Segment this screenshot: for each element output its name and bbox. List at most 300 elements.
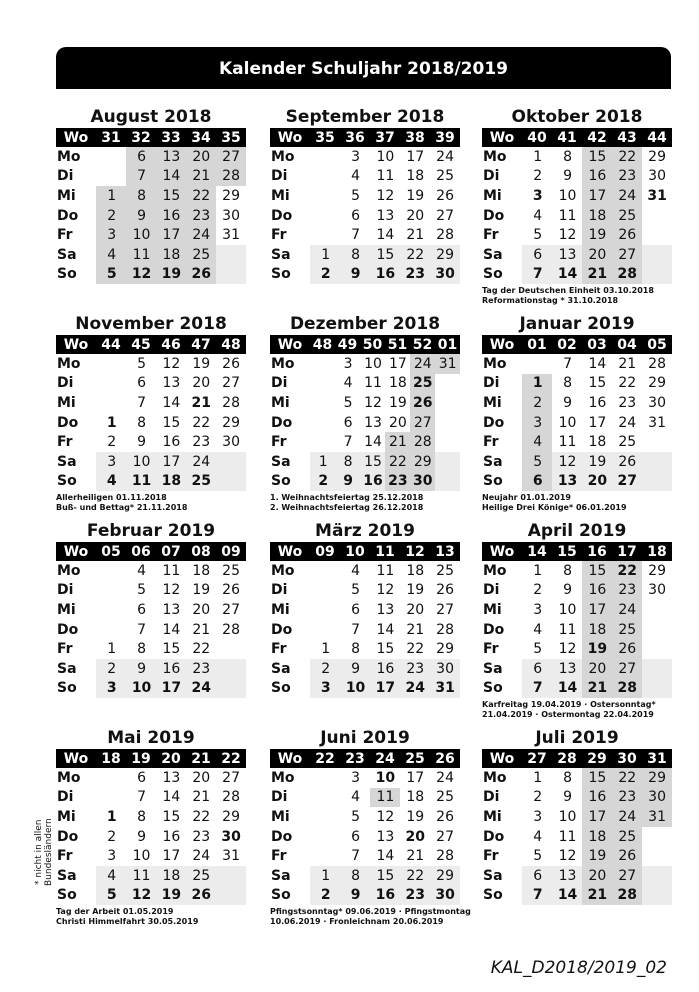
day-cell: 9	[563, 168, 573, 185]
week-number: 20	[161, 750, 181, 767]
weekday-label: So	[483, 887, 503, 904]
weekday-label: Mi	[57, 601, 76, 618]
week-label: Wo	[489, 336, 515, 353]
month-title: Dezember 2018	[289, 314, 441, 334]
weekday-label: Di	[483, 168, 500, 185]
weekday-label: Fr	[483, 434, 499, 451]
day-cell: 1	[533, 769, 543, 786]
day-cell: 11	[364, 375, 382, 392]
weekday-label: Fr	[57, 227, 73, 244]
week-number: 40	[527, 129, 547, 146]
week-number: 46	[161, 336, 181, 353]
day-cell: 5	[351, 187, 361, 204]
day-cell: 14	[557, 680, 578, 697]
weekday-row	[482, 639, 672, 659]
weekday-label: Do	[271, 621, 293, 638]
day-cell: 24	[436, 769, 454, 786]
day-cell: 8	[137, 187, 147, 204]
weekday-label: Fr	[271, 227, 287, 244]
day-grid	[482, 147, 672, 284]
weekday-label: So	[57, 266, 77, 283]
day-cell: 13	[376, 601, 395, 618]
weekday-row	[270, 807, 460, 827]
day-cell: 28	[436, 848, 454, 865]
month-block	[482, 313, 672, 513]
weekday-row	[482, 886, 672, 906]
weekday-label: Sa	[483, 867, 503, 884]
day-cell: 4	[351, 789, 361, 806]
day-cell: 9	[563, 394, 573, 411]
weekday-label: So	[271, 473, 291, 490]
week-number: 05	[101, 543, 121, 560]
day-cell: 22	[388, 453, 407, 470]
day-cell: 10	[132, 227, 151, 244]
day-cell: 27	[222, 148, 240, 165]
day-cell: 5	[106, 266, 117, 283]
day-cell: 15	[364, 453, 382, 470]
day-cell: 17	[162, 848, 181, 865]
weekday-label: Sa	[271, 867, 291, 884]
week-number: 11	[375, 543, 395, 560]
weekday-label: Mo	[483, 355, 507, 372]
day-cell: 1	[106, 414, 117, 431]
day-cell: 13	[162, 375, 181, 392]
weekday-row	[270, 846, 460, 866]
day-cell: 24	[191, 680, 211, 697]
weekday-label: Mi	[483, 601, 502, 618]
week-number: 04	[617, 336, 637, 353]
day-cell: 5	[137, 582, 147, 599]
week-number: 39	[435, 129, 455, 146]
day-cell: 11	[558, 828, 577, 845]
weekday-row	[270, 639, 460, 659]
holiday-note: Reformationstag * 31.10.2018	[482, 296, 619, 306]
day-cell: 2	[533, 582, 543, 599]
day-cell: 24	[192, 227, 211, 244]
day-cell: 17	[588, 187, 607, 204]
weekday-row	[482, 206, 672, 226]
week-number: 26	[435, 750, 455, 767]
day-cell: 12	[558, 848, 577, 865]
day-cell: 25	[436, 168, 454, 185]
weekday-label: Sa	[271, 246, 291, 263]
weekday-label: Mi	[57, 187, 76, 204]
day-cell: 9	[343, 473, 353, 490]
day-cell: 29	[648, 562, 666, 579]
weekday-label: Fr	[57, 641, 73, 658]
month-title: Januar 2019	[519, 314, 635, 334]
weekday-label: So	[57, 680, 77, 697]
day-cell: 23	[192, 660, 211, 677]
week-number: 01	[437, 336, 458, 353]
day-cell: 22	[618, 148, 637, 165]
day-cell: 14	[162, 621, 181, 638]
day-cell: 16	[162, 660, 181, 677]
day-cell: 10	[132, 453, 151, 470]
day-cell: 4	[533, 828, 543, 845]
day-cell: 16	[588, 582, 607, 599]
day-cell: 26	[191, 887, 211, 904]
day-cell: 23	[388, 473, 408, 490]
weekday-row	[482, 581, 672, 601]
day-cell: 3	[107, 453, 117, 470]
weekday-label: Sa	[57, 660, 77, 677]
month-block	[482, 106, 672, 306]
week-number: 05	[647, 336, 667, 353]
day-cell: 23	[406, 660, 425, 677]
weekday-row	[270, 472, 460, 492]
day-cell: 9	[563, 789, 573, 806]
day-cell: 24	[192, 848, 211, 865]
day-cell: 3	[351, 148, 361, 165]
weekday-row	[56, 620, 246, 640]
weekday-row	[270, 768, 460, 788]
day-cell: 25	[618, 207, 637, 224]
holiday-note: Tag der Deutschen Einheit 03.10.2018	[482, 286, 654, 296]
week-header	[270, 749, 460, 768]
day-cell: 17	[375, 680, 396, 697]
weekday-row	[56, 432, 246, 452]
holiday-notes	[482, 286, 672, 306]
day-cell: 4	[106, 473, 117, 490]
day-cell: 10	[132, 848, 151, 865]
day-cell: 16	[162, 207, 181, 224]
week-header	[482, 335, 672, 354]
week-number: 02	[557, 336, 577, 353]
day-cell: 18	[588, 207, 607, 224]
day-cell: 15	[588, 562, 607, 579]
day-cell: 29	[222, 187, 240, 204]
day-cell: 5	[137, 355, 147, 372]
day-cell: 28	[617, 887, 637, 904]
week-number: 47	[191, 336, 211, 353]
week-label: Wo	[277, 336, 303, 353]
day-cell: 10	[558, 601, 577, 618]
day-cell: 4	[137, 562, 147, 579]
day-cell: 28	[222, 394, 240, 411]
weekday-label: Mo	[57, 355, 81, 372]
day-cell: 18	[588, 621, 607, 638]
day-cell: 22	[192, 641, 211, 658]
day-cell: 25	[191, 473, 211, 490]
day-cell: 22	[618, 375, 637, 392]
weekday-label: Mi	[271, 808, 290, 825]
day-cell: 5	[343, 394, 353, 411]
weekday-row	[270, 432, 460, 452]
weekday-row	[482, 788, 672, 808]
weekday-row	[270, 866, 460, 886]
day-cell: 25	[192, 867, 211, 884]
day-cell: 19	[588, 227, 607, 244]
month-block	[56, 520, 246, 698]
day-cell: 5	[533, 848, 543, 865]
day-cell: 6	[137, 769, 147, 786]
day-cell: 2	[107, 828, 117, 845]
weekday-row	[56, 167, 246, 187]
weekday-row	[482, 432, 672, 452]
day-cell: 25	[436, 562, 454, 579]
week-header	[56, 542, 246, 561]
weekday-row	[270, 354, 460, 374]
day-cell: 9	[563, 582, 573, 599]
weekday-row	[56, 452, 246, 472]
weekday-label: Mo	[57, 769, 81, 786]
day-cell: 1	[533, 562, 543, 579]
weekday-row	[56, 581, 246, 601]
day-cell: 1	[533, 148, 543, 165]
day-cell: 23	[192, 828, 211, 845]
weekday-label: Sa	[57, 867, 77, 884]
day-cell: 12	[162, 355, 181, 372]
day-cell: 17	[162, 453, 181, 470]
month-block	[56, 727, 246, 927]
day-cell: 16	[375, 266, 396, 283]
weekday-row	[482, 866, 672, 886]
weekday-row	[270, 147, 460, 167]
weekday-row	[482, 561, 672, 581]
weekday-label: Mo	[57, 562, 81, 579]
week-number: 45	[131, 336, 151, 353]
week-number: 44	[647, 129, 667, 146]
day-cell: 23	[405, 887, 425, 904]
day-cell: 20	[587, 473, 608, 490]
day-cell: 21	[587, 266, 608, 283]
weekday-label: Di	[57, 582, 74, 599]
day-cell: 20	[192, 148, 211, 165]
weekday-row	[482, 374, 672, 394]
week-number: 28	[557, 750, 577, 767]
day-cell: 11	[376, 562, 395, 579]
month-title: August 2018	[90, 107, 212, 127]
day-cell: 4	[533, 207, 543, 224]
weekday-label: So	[483, 266, 503, 283]
week-header	[270, 335, 460, 354]
day-cell: 6	[137, 148, 147, 165]
weekday-row	[56, 679, 246, 699]
day-cell: 13	[162, 148, 181, 165]
weekday-label: Do	[483, 414, 505, 431]
day-cell: 24	[192, 453, 211, 470]
day-cell: 22	[192, 414, 211, 431]
day-cell: 6	[533, 246, 543, 263]
day-cell: 6	[533, 867, 543, 884]
week-number: 48	[312, 336, 333, 353]
day-cell: 27	[618, 246, 637, 263]
weekday-row	[270, 600, 460, 620]
weekday-label: Do	[57, 828, 79, 845]
week-number: 35	[315, 129, 335, 146]
day-cell: 5	[533, 453, 543, 470]
day-cell: 5	[533, 641, 543, 658]
weekday-label: Di	[57, 789, 74, 806]
weekday-row	[482, 679, 672, 699]
weekday-label: So	[271, 680, 291, 697]
weekday-label: Mo	[271, 769, 295, 786]
weekday-label: Fr	[483, 641, 499, 658]
day-cell: 26	[436, 808, 454, 825]
day-cell: 9	[137, 434, 147, 451]
weekday-label: Mo	[271, 148, 295, 165]
month-title: November 2018	[75, 314, 227, 334]
day-cell: 23	[618, 582, 637, 599]
day-cell: 20	[588, 246, 607, 263]
day-cell: 14	[557, 266, 578, 283]
week-number: 37	[375, 129, 395, 146]
weekday-label: Mo	[483, 148, 507, 165]
day-cell: 31	[222, 848, 240, 865]
weekday-label: Di	[271, 168, 288, 185]
day-cell: 19	[161, 266, 182, 283]
day-cell: 21	[587, 680, 608, 697]
weekday-label: Mi	[271, 601, 290, 618]
day-cell: 11	[131, 473, 152, 490]
day-cell: 20	[192, 375, 211, 392]
weekday-label: Mo	[483, 562, 507, 579]
day-cell: 24	[618, 601, 637, 618]
weekday-row	[482, 354, 672, 374]
weekday-row	[56, 354, 246, 374]
day-cell: 5	[351, 582, 361, 599]
month-block	[270, 727, 471, 927]
day-grid	[482, 561, 672, 698]
weekday-label: Sa	[271, 660, 291, 677]
day-cell: 14	[364, 434, 382, 451]
week-number: 33	[161, 129, 181, 146]
weekday-label: Di	[483, 375, 500, 392]
weekday-label: Mo	[483, 769, 507, 786]
weekday-row	[56, 186, 246, 206]
weekday-row	[270, 620, 460, 640]
day-cell: 3	[533, 601, 543, 618]
week-number: 22	[315, 750, 335, 767]
day-cell: 12	[558, 227, 577, 244]
month-block	[482, 520, 672, 720]
day-cell: 3	[106, 680, 117, 697]
day-cell: 14	[588, 355, 607, 372]
day-cell: 6	[351, 828, 361, 845]
day-cell: 7	[137, 621, 147, 638]
day-cell: 16	[162, 434, 181, 451]
day-cell: 14	[376, 621, 395, 638]
weekday-label: Do	[483, 828, 505, 845]
day-cell: 30	[221, 828, 241, 845]
week-header	[56, 335, 246, 354]
weekday-row	[482, 413, 672, 433]
day-cell: 4	[107, 246, 117, 263]
day-cell: 24	[405, 680, 425, 697]
day-cell: 21	[192, 789, 211, 806]
week-number: 01	[527, 336, 547, 353]
holiday-note: Pfingstsonntag* 09.06.2019 · Pfingstmontag	[270, 907, 471, 917]
day-cell: 4	[107, 867, 117, 884]
week-number: 31	[101, 129, 121, 146]
day-cell: 13	[558, 867, 577, 884]
day-cell: 27	[617, 473, 637, 490]
holiday-note: Heilige Drei Könige* 06.01.2019	[482, 503, 627, 513]
weekday-row	[270, 413, 460, 433]
day-cell: 29	[222, 808, 240, 825]
day-cell: 2	[320, 266, 331, 283]
day-cell: 13	[376, 828, 395, 845]
weekday-row	[482, 620, 672, 640]
weekday-label: Mi	[483, 394, 502, 411]
day-cell: 20	[405, 828, 425, 845]
day-cell: 6	[137, 375, 147, 392]
weekday-row	[56, 225, 246, 245]
weekday-row	[270, 186, 460, 206]
day-cell: 12	[162, 582, 181, 599]
weekday-row	[56, 768, 246, 788]
weekday-label: Sa	[483, 246, 503, 263]
day-cell: 28	[413, 434, 432, 451]
week-number: 48	[221, 336, 241, 353]
day-cell: 2	[533, 394, 543, 411]
day-cell: 11	[132, 867, 151, 884]
day-cell: 1	[107, 187, 117, 204]
day-cell: 26	[222, 582, 240, 599]
day-cell: 5	[106, 887, 117, 904]
holiday-notes	[56, 907, 246, 927]
day-cell: 4	[533, 621, 543, 638]
weekday-label: Mo	[271, 562, 295, 579]
day-cell: 17	[406, 769, 425, 786]
weekday-label: Mi	[57, 394, 76, 411]
day-cell: 1	[107, 641, 117, 658]
week-header	[270, 542, 460, 561]
day-grid	[56, 147, 246, 284]
week-number: 32	[131, 129, 151, 146]
day-cell: 18	[192, 562, 211, 579]
day-cell: 16	[588, 789, 607, 806]
week-number: 08	[191, 543, 211, 560]
day-cell: 29	[222, 414, 240, 431]
day-cell: 8	[563, 562, 573, 579]
weekday-row	[56, 866, 246, 886]
holiday-notes	[270, 907, 471, 927]
day-cell: 3	[107, 227, 117, 244]
day-cell: 29	[436, 867, 454, 884]
day-cell: 26	[618, 848, 637, 865]
weekday-row	[482, 245, 672, 265]
weekday-row	[56, 659, 246, 679]
week-label: Wo	[63, 543, 89, 560]
day-cell: 6	[351, 601, 361, 618]
day-grid	[270, 561, 460, 698]
day-cell: 10	[558, 808, 577, 825]
week-number: 27	[527, 750, 547, 767]
day-cell: 15	[588, 375, 607, 392]
day-cell: 3	[533, 414, 543, 431]
week-number: 30	[617, 750, 637, 767]
week-label: Wo	[489, 129, 515, 146]
holiday-notes	[482, 700, 672, 720]
day-cell: 9	[137, 828, 147, 845]
day-grid	[270, 354, 460, 491]
day-cell: 7	[343, 434, 353, 451]
day-cell: 13	[558, 660, 577, 677]
weekday-label: Mo	[271, 355, 295, 372]
month-title: Juni 2019	[320, 728, 410, 748]
week-label: Wo	[277, 750, 303, 767]
month-block	[56, 106, 246, 284]
day-cell: 25	[222, 562, 240, 579]
day-cell: 1	[321, 867, 331, 884]
day-cell: 4	[533, 434, 543, 451]
weekday-label: So	[271, 266, 291, 283]
weekday-label: Mi	[483, 187, 502, 204]
weekday-label: Fr	[483, 848, 499, 865]
day-cell: 7	[532, 887, 543, 904]
